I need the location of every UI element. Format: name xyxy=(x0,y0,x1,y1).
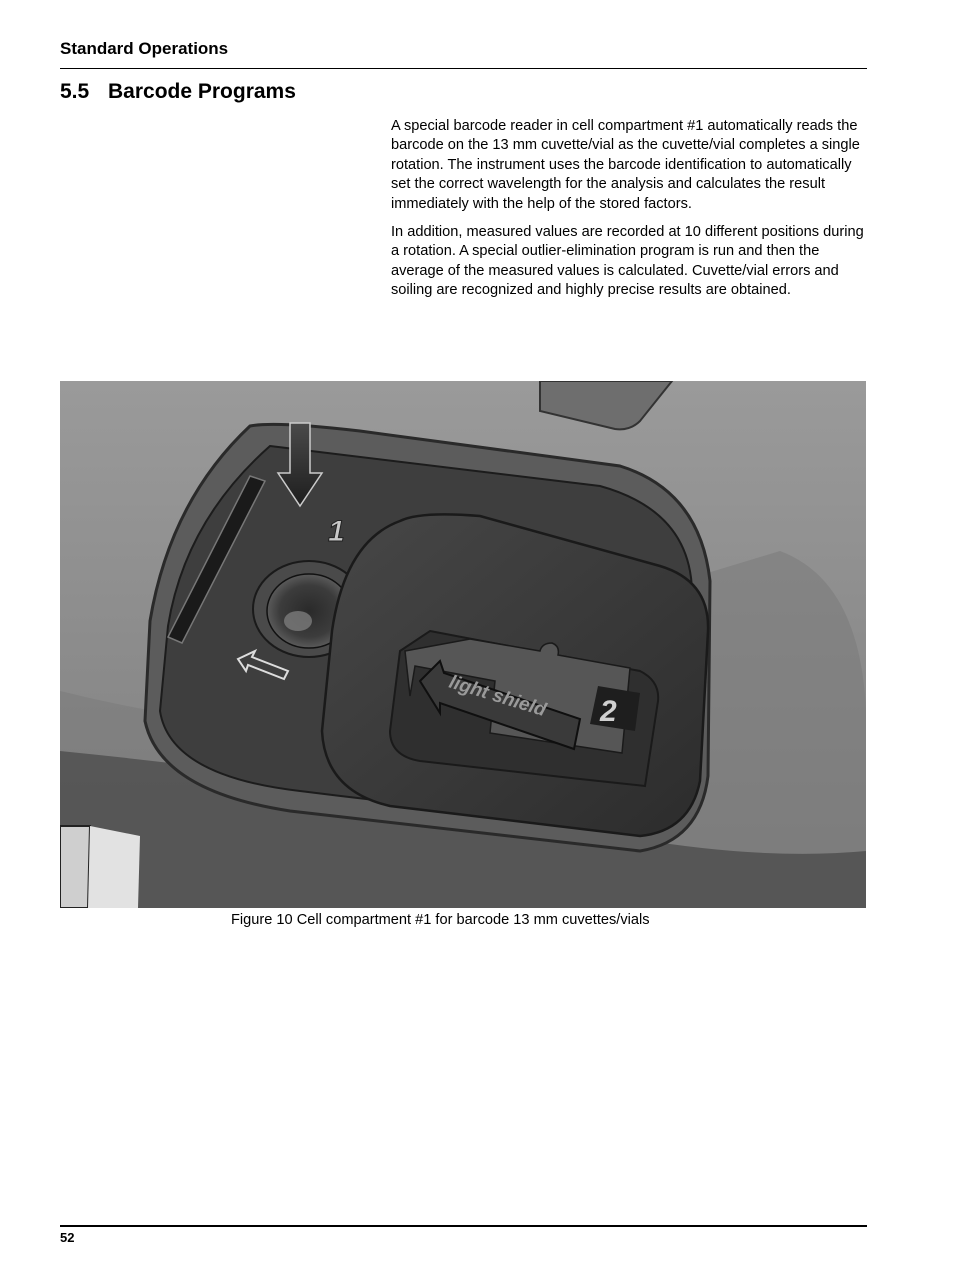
running-header: Standard Operations xyxy=(60,39,229,58)
page-number: 52 xyxy=(60,1230,75,1245)
display-corner xyxy=(60,826,90,908)
figure-cell-compartment xyxy=(60,381,866,908)
body-text xyxy=(391,117,867,310)
section-heading xyxy=(60,80,296,104)
cell-compartment-illustration xyxy=(60,381,866,908)
paragraph: In addition, measured values are recorded at 10 different positions during a rotation. A special outlier-elimination program is run and then the average of the measured values is calculated. Cuvette/vial errors and soiling are recognized and highly precise results are obtained. xyxy=(391,224,864,299)
section-number: 5.5 xyxy=(60,80,90,103)
footer-rule xyxy=(60,1225,867,1227)
figure-caption: Figure 10 Cell compartment #1 for barcode 13 mm cuvettes/vials xyxy=(231,912,650,928)
section-title: Barcode Programs xyxy=(108,80,296,103)
light-shield-text: light shield xyxy=(446,671,549,722)
paragraph: A special barcode reader in cell compartment #1 automatically reads the barcode on the 13 mm cuvette/vial as the cuvette/vial completes a single rotation. The instrument uses the barcode identification to automatically set the correct wavelength for the analysis and calculates the result immediately with the help of the stored factors. xyxy=(391,118,860,212)
compartment-label-2: 2 xyxy=(600,695,617,728)
header-rule xyxy=(60,68,867,69)
display-panel xyxy=(88,826,140,908)
compartment-label-1: 1 xyxy=(328,515,345,548)
